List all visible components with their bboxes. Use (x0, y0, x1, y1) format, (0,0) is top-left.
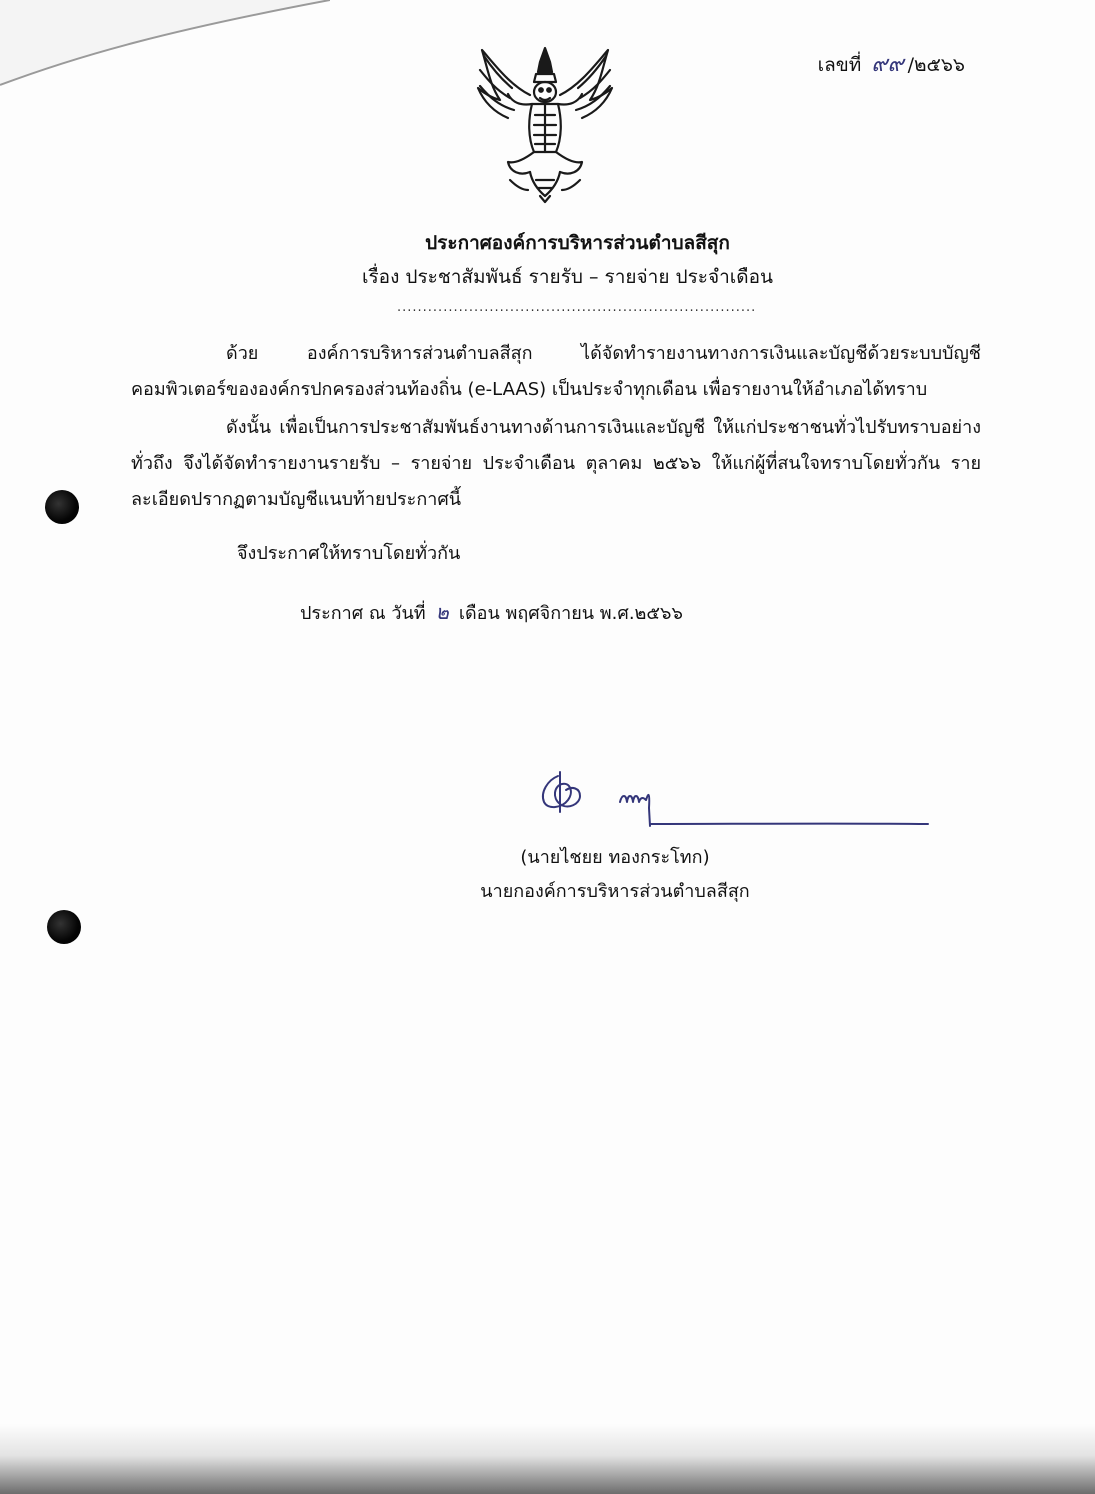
closing-statement: จึงประกาศให้ทราบโดยทั่วกัน (237, 543, 461, 564)
date-prefix: ประกาศ ณ วันที่ (300, 603, 426, 624)
signer-title: นายกองค์การบริหารส่วนตำบลสีสุก (480, 881, 750, 902)
paragraph-purpose (131, 410, 981, 518)
punch-hole (45, 490, 79, 524)
paragraph-purpose-text: ดังนั้น เพื่อเป็นการประชาสัมพันธ์งานทางด้านการเงินและบัญชี ให้แก่ประชาชนทั่วไปรับทราบอย่างทั่วถึง จึงได้จัดทำรายงานรายรับ – รายจ่าย ประจำเดือน ตุลาคม ๒๕๖๖ ให้แก่ผู้ที่สนใจทราบโดยทั่วกัน รายละเอียดปรากฏตามบัญชีแนบท้ายประกาศนี้ (131, 417, 981, 510)
handwritten-signature-icon (530, 768, 935, 838)
document-number-label: เลขที่ (817, 54, 862, 76)
announcement-subject: เรื่อง ประชาสัมพันธ์ รายรับ – รายจ่าย ประจำเดือน (361, 266, 774, 288)
document-number-suffix: /๒๕๖๖ (907, 54, 965, 76)
punch-hole (47, 910, 81, 944)
paragraph-intro (131, 336, 981, 408)
paragraph-intro-text: ด้วย องค์การบริหารส่วนตำบลสีสุก ได้จัดทำรายงานทางการเงินและบัญชีด้วยระบบบัญชีคอมพิวเตอร์ขององค์กรปกครองส่วนท้องถิ่น (e-LAAS) เป็นประจำทุกเดือน เพื่อรายงานให้อำเภอได้ทราบ (131, 343, 981, 400)
document-number-handwritten: ๙๙ (871, 52, 904, 77)
signer-name: (นายไชยย ทองกระโทก) (520, 847, 710, 868)
announcement-title: ประกาศองค์การบริหารส่วนตำบลสีสุก (425, 232, 730, 254)
divider-dots: ...................................................................... (397, 300, 757, 315)
scan-edge-artifact (0, 0, 330, 100)
date-suffix: เดือน พฤศจิกายน พ.ศ.๒๕๖๖ (458, 603, 683, 624)
date-day-handwritten: ๒ (435, 600, 449, 624)
scan-shadow-artifact (0, 1424, 1095, 1494)
garuda-emblem-icon (470, 40, 620, 205)
document-number (818, 46, 965, 81)
announcement-date (300, 596, 683, 628)
